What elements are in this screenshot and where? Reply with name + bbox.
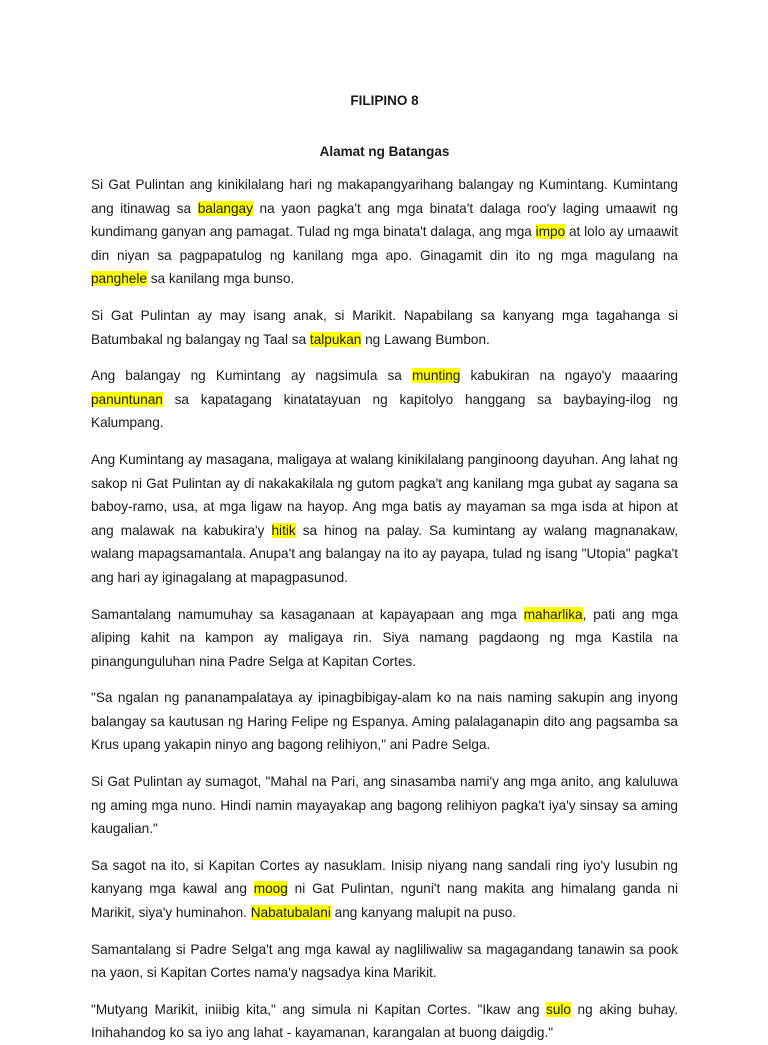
paragraph-text: Ang Kumintang ay masagana, maligaya at walang kinikilalang panginoong dayuhan. Ang lahat ng sakop ni Gat Pulintan ay di nakakakilala ng gutom pagka't ang kanilang mga gubat ay sagana sa baboy-ramo, usa, at mga ligaw na hayop. Ang mga batis ay mayaman sa mga isda at hipon at ang malawak na kabukira'y [91, 451, 678, 538]
paragraph-text: ni Gat Pulintan, nguni't nang makita ang himalang ganda ni Marikit, siya'y huminahon. [91, 881, 678, 921]
paragraph [91, 603, 678, 674]
paragraph-text: sa kanilang mga bunso. [146, 271, 295, 287]
highlighted-word: Nabatubalani [250, 905, 331, 921]
paragraph [91, 686, 678, 757]
paragraph-text: kabukiran na ngayo'y maaaring [460, 368, 678, 384]
highlighted-word: sulo [546, 1001, 571, 1017]
paragraph-text: at lolo ay umaawit din niyan sa pagpapatulog ng kanilang mga apo. Ginagamit din ito ng mga magulang na [91, 224, 678, 263]
paragraph-text: na yaon pagka't ang mga binata't dalaga roo'y laging umaawit ng kundimang ganyan ang pamagat. Tulad ng mga binata't dalaga, ang mga [91, 200, 678, 240]
paragraph [91, 854, 678, 925]
paragraph [91, 448, 678, 590]
paragraph [91, 364, 678, 435]
paragraph-text: ng Lawang Bumbon. [361, 331, 490, 347]
highlighted-word: hitik [271, 522, 296, 538]
paragraph [91, 938, 678, 985]
paragraph-text: Samantalang namumuhay sa kasaganaan at kapayapaan ang mga [91, 606, 524, 622]
paragraph-text: sa hinog na palay. Sa kumintang ay walang magnanakaw, walang mapagsamantala. Anupa't ang balangay na ito ay payapa, tulad ng isang "Utopia" pagka't ang hari ay iginagalang at mapagpasunod. [91, 522, 678, 585]
paragraph-text: sa kapatagang kinatatayuan ng kapitolyo hanggang sa baybaying-ilog ng Kalumpang. [91, 391, 678, 431]
highlighted-word: impo [535, 224, 566, 240]
highlighted-word: balangay [197, 200, 253, 216]
highlighted-word: talpukan [309, 331, 362, 347]
document-heading: FILIPINO 8 [350, 93, 419, 108]
paragraph [91, 304, 678, 351]
highlighted-word: panuntunan [91, 391, 163, 407]
paragraph-text: Ang balangay ng Kumintang ay nagsimula sa [91, 368, 412, 384]
paragraph-text: Samantalang si Padre Selga't ang mga kawal ay nagliliwaliw sa magagandang tanawin sa pook na yaon, si Kapitan Cortes nama'y nagsadya kina Marikit. [91, 941, 678, 981]
paragraph-text: ng aking buhay. Inihahandog ko sa iyo ang lahat - kayamanan, karangalan at buong daigdig." [91, 1001, 678, 1041]
paragraph-text: , pati ang mga aliping kahit na kampon ay maligaya rin. Siya namang pagdaong ng mga Kastila na pinangunguluhan nina Padre Selga at Kapitan Cortes. [91, 606, 678, 669]
paragraph [91, 770, 678, 841]
highlighted-word: munting [411, 368, 461, 384]
document-title: Alamat ng Batangas [319, 144, 450, 159]
paragraph-text: ang kanyang malupit na puso. [330, 905, 517, 921]
document-body [91, 173, 678, 1045]
paragraph-text: "Mutyang Marikit, iniibig kita," ang simula ni Kapitan Cortes. "Ikaw ang [91, 1001, 547, 1017]
paragraph [91, 173, 678, 291]
paragraph-text: Si Gat Pulintan ang kinikilalang hari ng makapangyarihang balangay ng Kumintang. Kumintang ang itinawag sa [91, 177, 678, 216]
highlighted-word: panghele [91, 271, 147, 287]
paragraph-text: "Sa ngalan ng pananampalataya ay ipinagbibigay-alam ko na nais naming sakupin ang inyong balangay sa kautusan ng Haring Felipe ng Espanya. Aming palalaganapin dito ang pagsamba sa Krus upang yakapin ninyo ang bagong relihiyon," ani Padre Selga. [91, 690, 678, 753]
paragraph [91, 998, 678, 1045]
paragraph-text: Si Gat Pulintan ay may isang anak, si Marikit. Napabilang sa kanyang mga tagahanga si Batumbakal ng balangay ng Taal sa [91, 307, 678, 347]
highlighted-word: maharlika [523, 606, 583, 622]
paragraph-text: Si Gat Pulintan ay sumagot, "Mahal na Pari, ang sinasamba nami'y ang mga anito, ang kaluluwa ng aming mga nuno. Hindi namin mayayakap ang bagong relihiyon pagka't iya'y sinsay sa aming kaugalian." [91, 774, 678, 837]
highlighted-word: moog [253, 881, 288, 897]
paragraph-text: Sa sagot na ito, si Kapitan Cortes ay nasuklam. Inisip niyang nang sandali ring iyo'y lusubin ng kanyang mga kawal ang [91, 857, 678, 897]
